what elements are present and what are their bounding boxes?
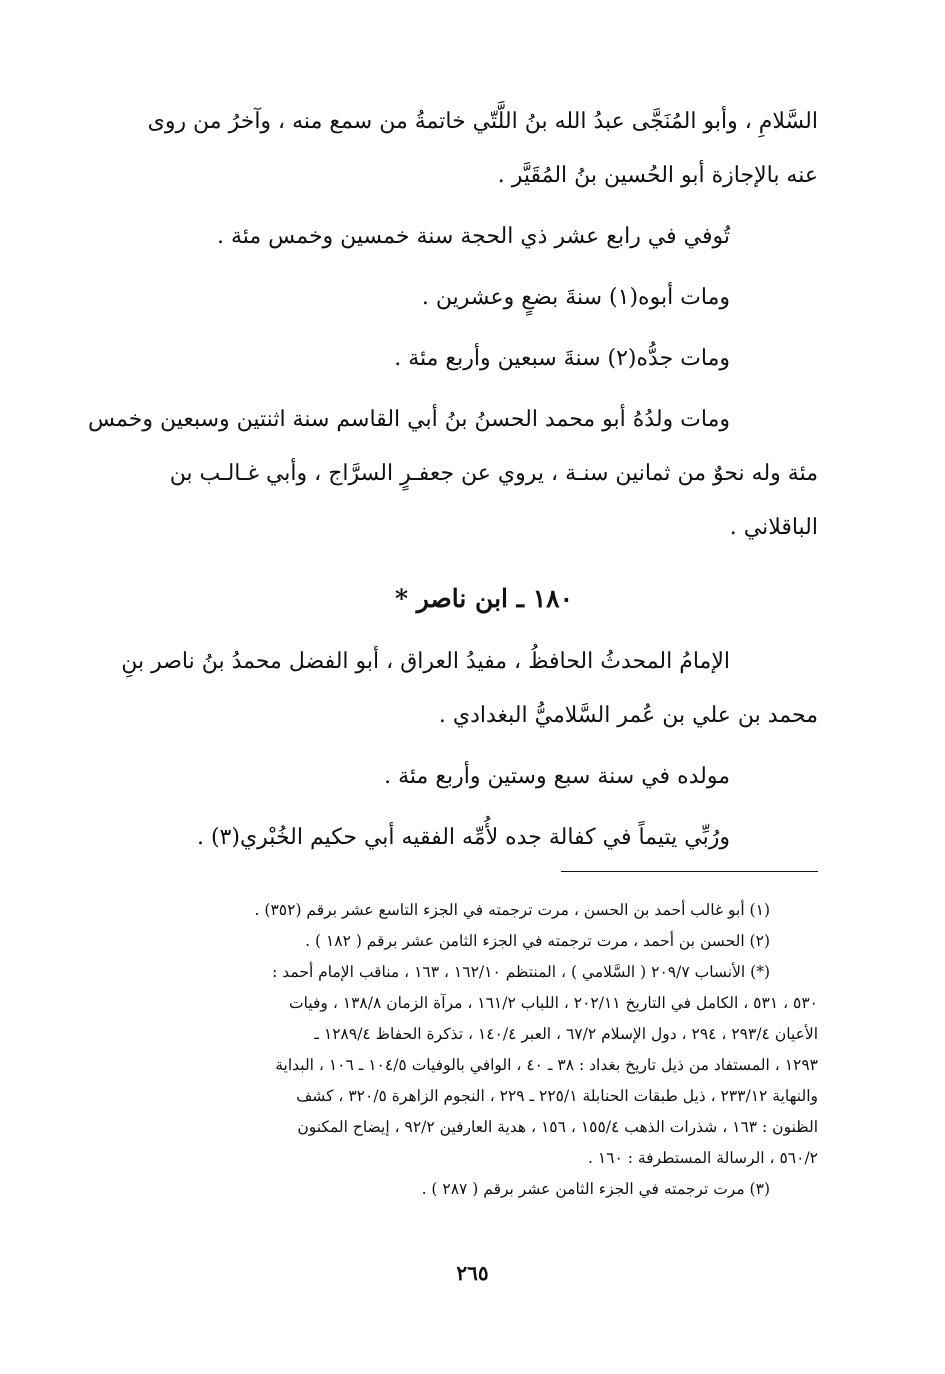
sources-footnote-line: ٥٦٠/٢ ، الرسالة المستطرفة : ١٦٠ . xyxy=(587,1149,818,1167)
death-date-line: تُوفي في رابع عشر ذي الحجة سنة خمسين وخمس مئة . xyxy=(216,224,730,249)
sources-footnote-line: الأعيان ٢٩٣/٤ ، ٢٩٤ ، دول الإسلام ٦٧/٢ ، العبر ١٤٠/٤ ، تذكرة الحفاظ ١٢٨٩/٤ ـ xyxy=(314,1025,818,1043)
body-line: السَّلامِ ، وأبو المُنَجَّى عبدُ الله بنُ اللَّتّي خاتمةُ من سمع منه ، وآخرُ من روى xyxy=(147,109,818,134)
footnote-3: (٣) مرت ترجمته في الجزء الثامن عشر برقم ( ٢٨٧ ) . xyxy=(421,1180,770,1198)
main-text-block xyxy=(87,95,818,865)
father-death-line: ومات أبوه(١) سنةَ بضعٍ وعشرين . xyxy=(421,285,730,310)
birth-line: مولده في سنة سبع وستين وأربع مئة . xyxy=(384,764,730,789)
body-line: عنه بالإجازة أبو الحُسين بنُ المُقَيَّر . xyxy=(497,163,818,188)
sources-footnote-line: والنهاية ٢٣٣/١٢ ، ذيل طبقات الحنابلة ٢٢٥/١ ـ ٢٢٩ ، النجوم الزاهرة ٣٢٠/٥ ، كشف xyxy=(296,1087,818,1105)
sources-footnote-line: ١٢٩٣ ، المستفاد من ذيل تاريخ بغداد : ٣٨ ـ ٤٠ ، الوافي بالوفيات ١٠٤/٥ ـ ١٠٦ ، البداية xyxy=(275,1056,818,1074)
sources-footnote-line: (*) الأنساب ٢٠٩/٧ ( السَّلامي ) ، المنتظم ١٦٢/١٠ ، ١٦٣ ، مناقب الإمام أحمد : xyxy=(272,963,770,981)
sources-footnote-line: ٥٣٠ ، ٥٣١ ، الكامل في التاريخ ٢٠٢/١١ ، اللباب ١٦١/٢ ، مرآة الزمان ١٣٨/٨ ، وفيات xyxy=(289,994,818,1012)
son-paragraph-line: الباقلاني . xyxy=(729,515,818,540)
son-paragraph-line: مئة وله نحوٌ من ثمانين سنـة ، يروي عن جعفـرٍ السرَّاج ، وأبي غـالـب بن xyxy=(169,461,818,486)
sources-footnote-line: الظنون : ١٦٣ ، شذرات الذهب ١٥٥/٤ ، ١٥٦ ، هدية العارفين ٩٢/٢ ، إيضاح المكنون xyxy=(297,1118,818,1136)
upbringing-line: ورُبِّي يتيماً في كفالة جده لأُمِّه الفقيه أبي حكيم الخُبْري(٣) . xyxy=(196,825,730,850)
page-number: ٢٦٥ xyxy=(456,1261,489,1285)
entry-intro-line: الإمامُ المحدثُ الحافظُ ، مفيدُ العراق ، أبو الفضل محمدُ بنُ ناصر بنِ xyxy=(121,649,730,674)
grandfather-death-line: ومات جدُّه(٢) سنةَ سبعين وأربع مئة . xyxy=(394,346,730,371)
footnote-2: (٢) الحسن بن أحمد ، مرت ترجمته في الجزء الثامن عشر برقم ( ١٨٢ ) . xyxy=(305,932,770,950)
entry-heading: ١٨٠ ـ ابن ناصر * xyxy=(394,584,574,613)
son-paragraph-line: ومات ولدُهُ أبو محمد الحسنُ بنُ أبي القاسم سنة اثنتين وسبعين وخمس xyxy=(87,407,730,432)
footnote-divider xyxy=(561,871,818,872)
entry-intro-line: محمد بن علي بن عُمر السَّلاميُّ البغدادي . xyxy=(438,703,818,728)
footnotes-block xyxy=(150,895,818,1205)
footnote-1: (١) أبو غالب أحمد بن الحسن ، مرت ترجمته في الجزء التاسع عشر برقم (٣٥٢) . xyxy=(254,901,770,919)
